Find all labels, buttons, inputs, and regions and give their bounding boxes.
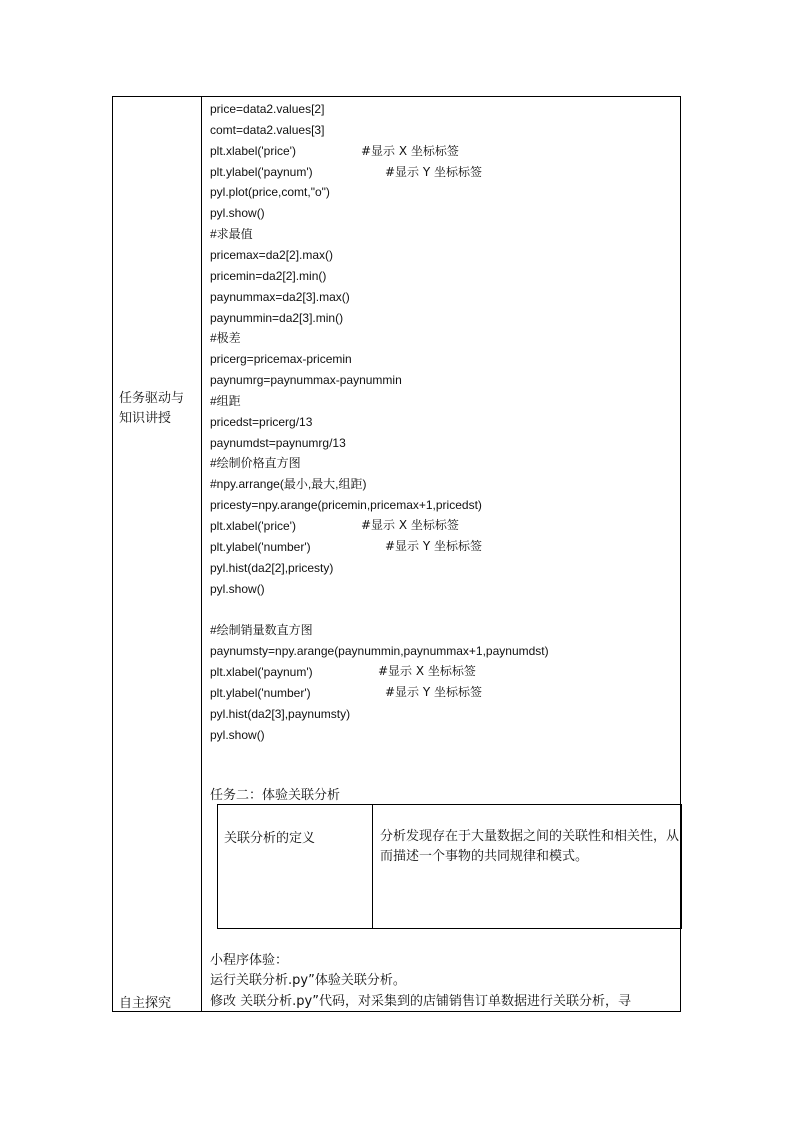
code-line: plt.xlabel('price') bbox=[210, 519, 296, 533]
code-line: pyl.hist(da2[3],paynumsty) bbox=[210, 706, 351, 721]
code-line: paynumdst=paynumrg/13 bbox=[210, 435, 346, 450]
code-line: pyl.show() bbox=[210, 206, 265, 221]
code-line: pricemin=da2[2].min() bbox=[210, 268, 327, 283]
comment-y-label-3: #显示 Y 坐标标签 bbox=[385, 685, 483, 699]
column-divider bbox=[201, 97, 202, 1011]
code-line: paynumsty=npy.arange(paynummin,paynummax+1,paynumdst) bbox=[210, 644, 549, 659]
code-line: pyl.show() bbox=[210, 727, 265, 742]
definition-text: 分析发现存在于大量数据之间的关联性和相关性，从而描述一个事物的共同规律和模式。 bbox=[380, 829, 680, 864]
label-task-driven-line1: 任务驱动与 bbox=[119, 391, 185, 406]
code-line: pricerg=pricemax-pricemin bbox=[210, 352, 352, 367]
code-line: #极差 bbox=[210, 331, 241, 346]
code-line: plt.ylabel('number') bbox=[210, 685, 311, 700]
code-line: pricesty=npy.arange(pricemin,pricemax+1,pricedst) bbox=[210, 498, 482, 513]
comment-x-label-2: #显示 X 坐标标签 bbox=[361, 518, 459, 532]
code-line: paynummax=da2[3].max() bbox=[210, 289, 350, 304]
comment-x-label-3: #显示 X 坐标标签 bbox=[378, 664, 476, 678]
mini-program-line1: 运行关联分析.py”体验关联分析。 bbox=[210, 973, 406, 988]
definition-table bbox=[217, 804, 682, 929]
code-line: #组距 bbox=[210, 393, 241, 408]
label-task-driven bbox=[119, 389, 199, 429]
code-line: pyl.plot(price,comt,"o") bbox=[210, 185, 330, 200]
comment-x-label-1: #显示 X 坐标标签 bbox=[361, 144, 459, 158]
code-line: paynumrg=paynummax-paynummin bbox=[210, 373, 402, 388]
label-task-driven-line2: 知识讲授 bbox=[119, 411, 172, 426]
code-line: price=data2.values[2] bbox=[210, 102, 325, 116]
code-line: plt.xlabel('price') bbox=[210, 143, 296, 158]
comment-y-label-2: #显示 Y 坐标标签 bbox=[385, 539, 483, 553]
lesson-table bbox=[112, 96, 681, 1012]
code-line: #绘制销量数直方图 bbox=[210, 623, 313, 638]
definition-divider bbox=[372, 805, 373, 928]
label-self-explore: 自主探究 bbox=[119, 996, 172, 1011]
code-line: plt.ylabel('number') bbox=[210, 539, 311, 554]
code-line: pricemax=da2[2].max() bbox=[210, 247, 334, 262]
code-line: comt=data2.values[3] bbox=[210, 122, 325, 137]
code-line: #求最值 bbox=[210, 227, 253, 242]
code-line: plt.xlabel('paynum') bbox=[210, 664, 313, 679]
code-line: pricedst=pricerg/13 bbox=[210, 414, 313, 429]
code-line: #绘制价格直方图 bbox=[210, 456, 301, 471]
comment-y-label-1: #显示 Y 坐标标签 bbox=[385, 165, 483, 179]
definition-label: 关联分析的定义 bbox=[224, 831, 316, 846]
code-line: pyl.hist(da2[2],pricesty) bbox=[210, 560, 334, 575]
task2-title: 任务二：体验关联分析 bbox=[210, 788, 341, 803]
mini-program-heading: 小程序体验： bbox=[210, 953, 289, 968]
code-line: pyl.show() bbox=[210, 581, 265, 596]
code-line: #npy.arrange(最小,最大,组距) bbox=[210, 477, 367, 492]
mini-program-line2: 修改 关联分析.py”代码，对采集到的店铺销售订单数据进行关联分析，寻 bbox=[210, 994, 631, 1009]
code-line: plt.ylabel('paynum') bbox=[210, 164, 313, 179]
code-line: paynummin=da2[3].min() bbox=[210, 310, 344, 325]
